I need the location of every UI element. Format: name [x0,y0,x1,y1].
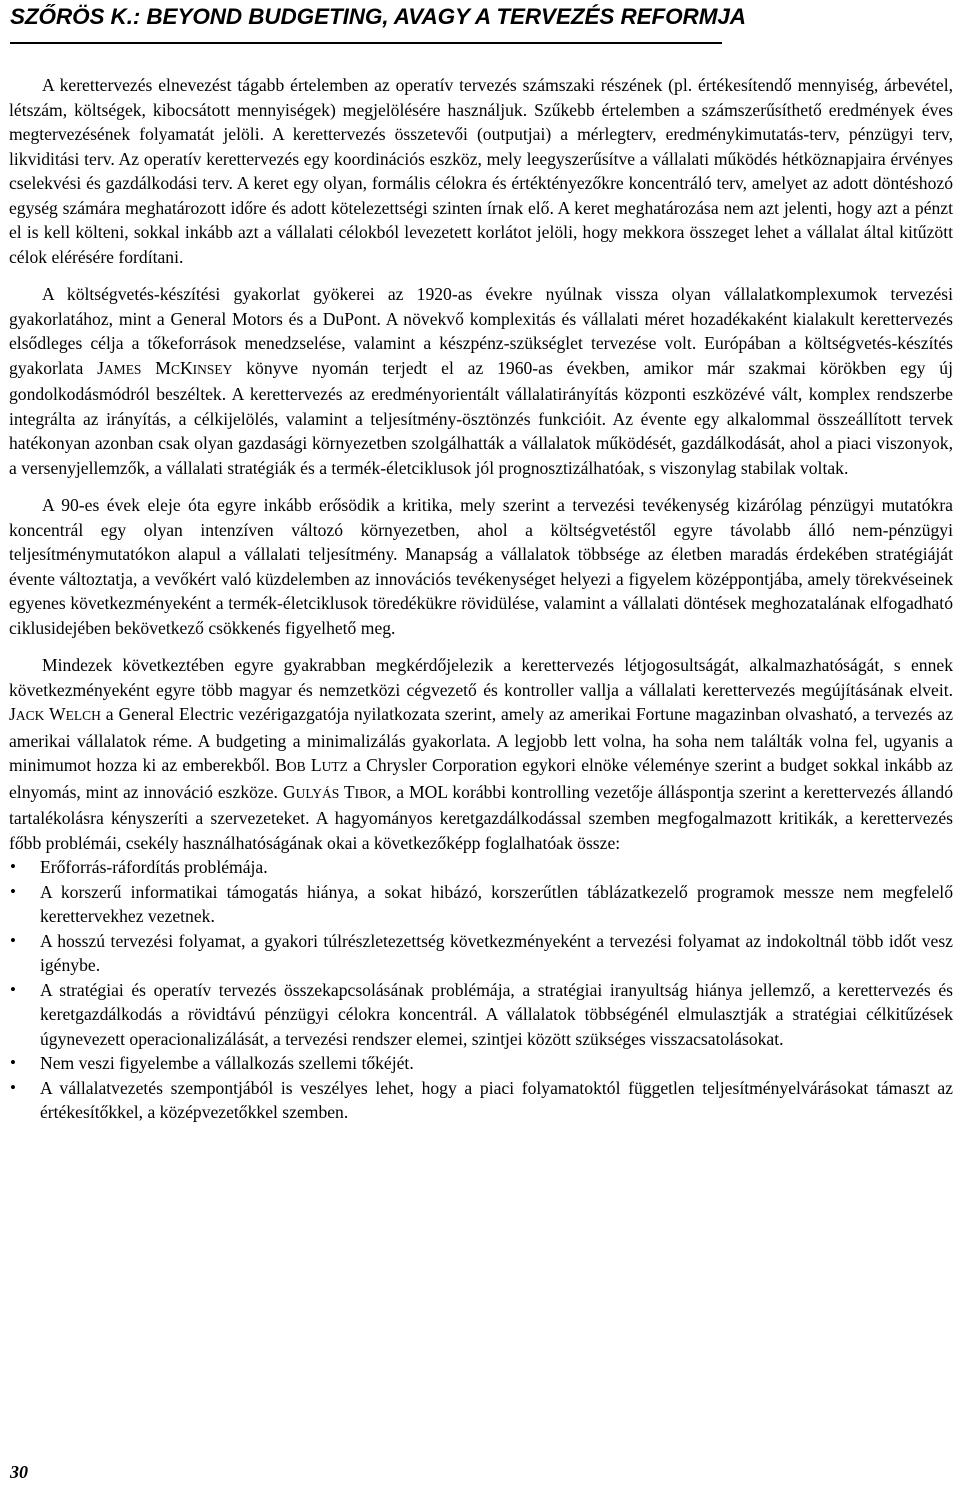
list-item [9,978,953,1052]
list-item [9,929,953,978]
paragraph-1: A kerettervezés elnevezést tágabb értelemben az operatív tervezés számszaki részének (pl. értékesítendő mennyiség, árbevétel, létszám, költségek, kibocsátott mennyiségek) megjelölésére használjuk. Szűkebb értelemben a számszerűsíthető eredmények éves megtervezésének folyamatát jelöli. A kerettervezés összetevői (outputjai) a mérlegterv, eredménykimutatás-terv, pénzügyi terv, likviditási terv. Az operatív kerettervezés egy koordinációs eszköz, mely leegyszerűsítve a vállalati működés hétköznapjaira érvényes cselekvési és gazdálkodási terv. A keret egy olyan, formális célokra és értéktényezőkre koncentráló terv, amelyet az adott döntéshozó egység számára meghatározott időre és adott kötelezettségi szinten írnak elő. A keret meghatározása nem azt jelenti, hogy azt a pénzt el is kell költeni, sokkal inkább azt a vállalati célokból levezetett korlátot jelöli, hogy mekkora összeget lehet a vállalat által kitűzött célok elérésére fordítani. [9,75,953,267]
name-part: K [179,357,193,378]
name-part: AMES [103,361,142,377]
criticism-bullet-list [9,855,953,1125]
name-part: W [44,704,66,724]
list-item-text: A vállalatvezetés szempontjából is veszélyes lehet, hogy a piaci folyamatoktól független teljesítményelvárásokat támaszt az értékesítőkkel, a középvezetőkkel szemben. [40,1077,953,1122]
name-part: C [170,361,180,377]
person-name-gulyas-tibor [283,782,387,802]
bullet-icon: • [10,857,16,876]
name-part: ULYÁS [295,785,340,801]
paragraph-2-text-b: könyve nyomán terjedt el az 1960-as években, amikor már szakmai körökben egy új gondolkodásmódról beszéltek. A kerettervezés az eredményorientált vállalatirányítás központi eszközévé vált, komplex rendszerbe integrálta az irányítás, a célkijelölés, valamint a teljesítmény-ösztönzés funkcióit. Az évente egy alkalommal összeállított tervek hatékonyan azonban csak olyan gazdasági környezetben szolgálhatták a vállalatok működését, gazdálkodását, ahol a piaci viszonyok, a versenyjellemzők, a vállalati stratégiák és a termék-életciklusok jól prognosztizálhatóak, s viszonylag stabilak voltak. [9,357,953,478]
list-item-text: A hosszú tervezési folyamat, a gyakori túlrészletezettség következményeként a tervezési folyamat az indokoltnál több időt vesz igénybe. [40,930,953,975]
person-name-james-mckinsey [97,358,232,378]
list-item-text: A korszerű informatikai támogatás hiánya, a sokat hibázó, korszerűtlen táblázatkezelő programok messze nem megfelelő kerettervekhez vezetnek. [40,881,953,926]
bullet-icon: • [10,1077,16,1097]
name-part: ELCH [65,708,101,723]
name-part: J [97,357,104,378]
name-part: M [141,357,171,378]
name-part: L [305,755,322,775]
page-number: 30 [10,1462,28,1482]
person-name-jack-welch [9,704,101,724]
name-part: INSEY [192,361,233,377]
name-part: B [275,755,287,775]
name-part: T [339,781,355,802]
paragraph-2-text-a: A költségvetés-készítési gyakorlat gyökerei az 1920-as évekre nyúlnak vissza olyan vállalatkomplexumok tervezési gyakorlatához, mint a General Motors és a DuPont. A növekvő komplexitás és vállalati méret hozadékaként kialakult kerettervezés elsődleges célja a tőkeforrások menedzselése, valamint a készpénz-szükséglet tervezése volt. Európában a költségvetés-készítés gyakorlata [9,284,953,378]
bullet-icon: • [10,1053,16,1072]
name-part: OB [286,759,306,774]
name-part: ACK [15,708,45,723]
list-item [9,1051,953,1076]
name-part: J [9,704,16,724]
body-text [9,73,953,1125]
bullet-icon: • [10,979,16,999]
bullet-icon: • [10,881,16,901]
header-rule [10,42,722,44]
list-item [9,855,953,880]
person-name-bob-lutz [275,755,348,775]
paragraph-4-text-d: , a MOL korábbi kontrolling vezetője álláspontja szerint a kerettervezés állandó tartalékolásra kényszeríti a szervezeteket. A hagyományos keretgazdálkodással szemben megfogalmazott kritikák, a kerettervezés főbb problémái, csekély használhatóságának okai a következőképp foglalhatóak össze: [9,781,954,853]
list-item-text: Nem veszi figyelembe a vállalkozás szellemi tőkéjét. [40,1053,414,1073]
running-header-title: SZŐRÖS K.: BEYOND BUDGETING, AVAGY A TERVEZÉS REFORMJA [10,4,746,29]
paragraph-4-text-c: a Chrysler Corporation egykori elnöke véleménye szerint a budget sokkal inkább az elnyomás, mint az innováció eszköze. [9,755,953,802]
name-part: G [282,781,296,802]
paragraph-4-text-b: a General Electric vezérigazgatója nyilatkozata szerint, amely az amerikai Fortune magazinban olvasható, a tervezés az amerikai vállalatok réme. A budgeting a minimalizálás gyakorlata. A legjobb lett volna, ha soha nem találták volna fel, ugyanis a minimumot hozza ki az emberekből. [9,704,954,775]
list-item [9,1076,953,1125]
paragraph-2 [9,282,953,480]
list-item [9,880,953,929]
list-item-text: Erőforrás-ráfordítás problémája. [40,857,268,877]
paragraph-4-text-a: Mindezek következtében egyre gyakrabban megkérdőjelezik a kerettervezés létjogosultságát, alkalmazhatóságát, s ennek következményeként egyre több magyar és nemzetközi cégvezető és kontroller vallja a vállalati kerettervezés megújításának elveit. [9,655,953,700]
name-part: IBOR [354,785,387,801]
bullet-icon: • [10,930,16,950]
paragraph-4 [9,653,953,855]
name-part: UTZ [321,759,348,774]
paragraph-3: A 90-es évek eleje óta egyre inkább erősödik a kritika, mely szerint a tervezési tevékenység kizárólag pénzügyi mutatókra koncentrál egy olyan intenzíven változó környezetben, ahol a költségvetéstől egyre távolabb álló nem-pénzügyi teljesítménymutatókon alapul a vállalati teljesítmény. Manapság a vállalatok többsége az életben maradás érdekében stratégiáját évente változtatja, a vevőkért való küzdelemben az innovációs tevékenységet helyezi a figyelem középpontjába, amely törekvéseinek egyenes következményeként a termék-életciklusok töredékükre rövidülése, valamint a vállalati döntések meghozatalának elfogadható ciklusidejében bekövetkező csökkenés figyelhető meg. [9,495,953,638]
list-item-text: A stratégiai és operatív tervezés összekapcsolásának problémája, a stratégiai iranyultság hiánya jellemző, a kerettervezés és keretgazdálkodás a rövidtávú pénzügyi célokra koncentrál. A vállalatok többségénél elmulasztják a stratégiai célkitűzések úgynevezett operacionalizálását, a tervezési rendszer elemei, szintjei között szükséges visszacsatolásokat. [40,979,953,1049]
